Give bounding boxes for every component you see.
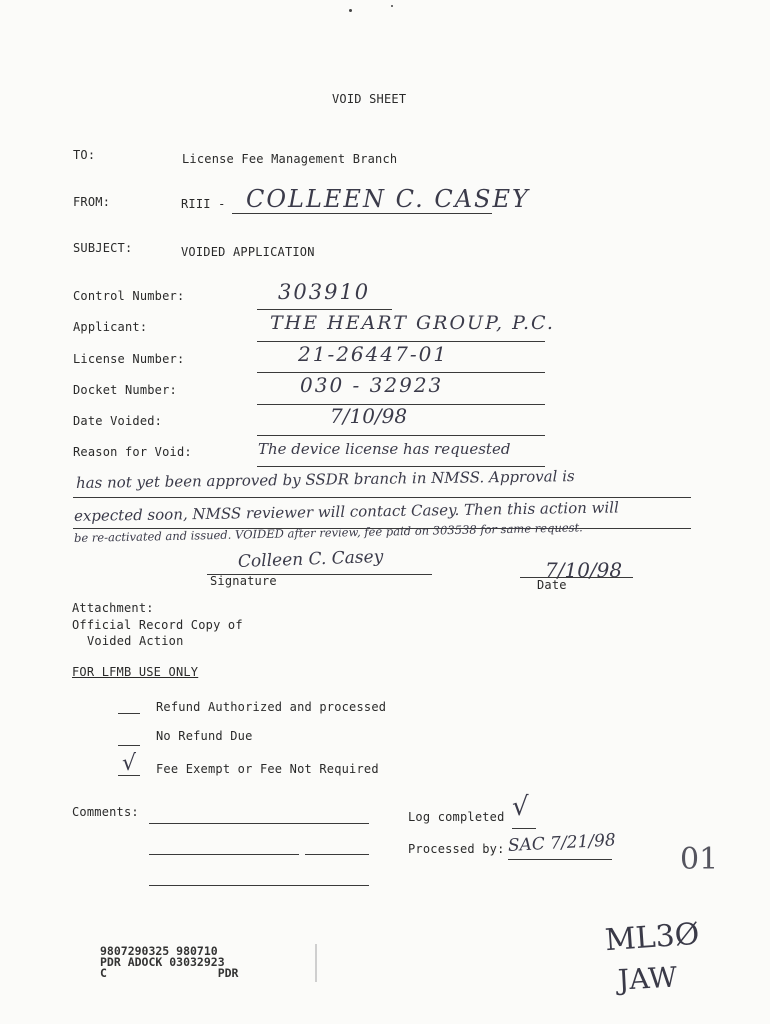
processed-by-value: SAC 7/21/98	[507, 830, 617, 856]
license-number-value: 21-26447-01	[298, 342, 449, 366]
handwritten-initials-1: ML3Ø	[603, 916, 701, 959]
applicant-value: THE HEART GROUP, P.C.	[270, 312, 555, 334]
to-label: TO:	[73, 148, 96, 162]
date-voided-label: Date Voided:	[73, 414, 163, 428]
lfmb-heading: FOR LFMB USE ONLY	[72, 665, 199, 679]
refund-authorized-checkbox-line[interactable]	[118, 713, 140, 714]
refund-authorized-label: Refund Authorized and processed	[156, 700, 387, 714]
reason-line-4: be re-activated and issued. VOIDED after review, fee paid on 303538 for same request.	[73, 520, 583, 545]
reason-underline-1	[257, 466, 545, 467]
log-completed-check-mark: √	[512, 792, 529, 822]
attachment-line-2: Official Record Copy of	[72, 618, 243, 632]
docket-number-label: Docket Number:	[73, 383, 177, 397]
from-prefix: RIII -	[181, 197, 226, 211]
margin-note: 01	[680, 842, 719, 877]
date-label: Date	[537, 578, 567, 592]
no-refund-checkbox-line[interactable]	[118, 745, 140, 746]
stamp-line-3: C PDR	[100, 966, 239, 980]
comments-line-2b[interactable]	[305, 854, 369, 855]
no-refund-label: No Refund Due	[156, 729, 253, 743]
comments-line-3[interactable]	[149, 885, 369, 886]
license-number-label: License Number:	[73, 352, 185, 366]
date-voided-line	[257, 435, 545, 436]
handwritten-initials-2: JAW	[617, 960, 678, 997]
page-title: VOID SHEET	[332, 92, 407, 106]
stamp-edge-mark	[315, 944, 317, 982]
docket-number-value: 030 - 32923	[300, 373, 444, 397]
comments-label: Comments:	[72, 805, 139, 819]
applicant-label: Applicant:	[73, 320, 148, 334]
log-completed-label: Log completed	[408, 810, 505, 824]
stamp-line-1: 9807290325 980710	[100, 944, 218, 958]
fee-exempt-check-mark: √	[122, 751, 137, 776]
to-value: License Fee Management Branch	[182, 152, 398, 166]
reason-label: Reason for Void:	[73, 445, 192, 459]
attachment-heading: Attachment:	[72, 601, 154, 615]
document-stamp	[100, 946, 238, 979]
log-completed-line	[512, 828, 536, 829]
control-number-line	[257, 309, 392, 310]
from-underline	[232, 213, 492, 214]
reason-line-1: The device license has requested	[258, 440, 511, 458]
processed-by-line	[508, 859, 612, 860]
subject-label: SUBJECT:	[73, 241, 133, 255]
comments-line-1[interactable]	[149, 823, 369, 824]
fee-exempt-label: Fee Exempt or Fee Not Required	[156, 762, 379, 776]
control-number-value: 303910	[278, 280, 371, 304]
scan-speck	[391, 5, 393, 7]
processed-by-label: Processed by:	[408, 842, 505, 856]
from-label: FROM:	[73, 195, 111, 209]
date-voided-value: 7/10/98	[330, 404, 408, 428]
attachment-line-3: Voided Action	[87, 634, 184, 648]
comments-line-2a[interactable]	[149, 854, 299, 855]
signature-date-value: 7/10/98	[545, 558, 623, 582]
subject-value: VOIDED APPLICATION	[181, 245, 315, 259]
reason-line-2: has not yet been approved by SSDR branch in NMSS. Approval is	[75, 467, 575, 492]
reason-line-3: expected soon, NMSS reviewer will contact Casey. Then this action will	[73, 498, 619, 525]
control-number-label: Control Number:	[73, 289, 185, 303]
scan-speck	[349, 9, 352, 12]
signature-label: Signature	[210, 574, 277, 588]
stamp-line-2: PDR ADOCK 03032923	[100, 955, 225, 969]
signature-handwritten: Colleen C. Casey	[237, 546, 384, 572]
from-value-handwritten: COLLEEN C. CASEY	[246, 185, 530, 213]
